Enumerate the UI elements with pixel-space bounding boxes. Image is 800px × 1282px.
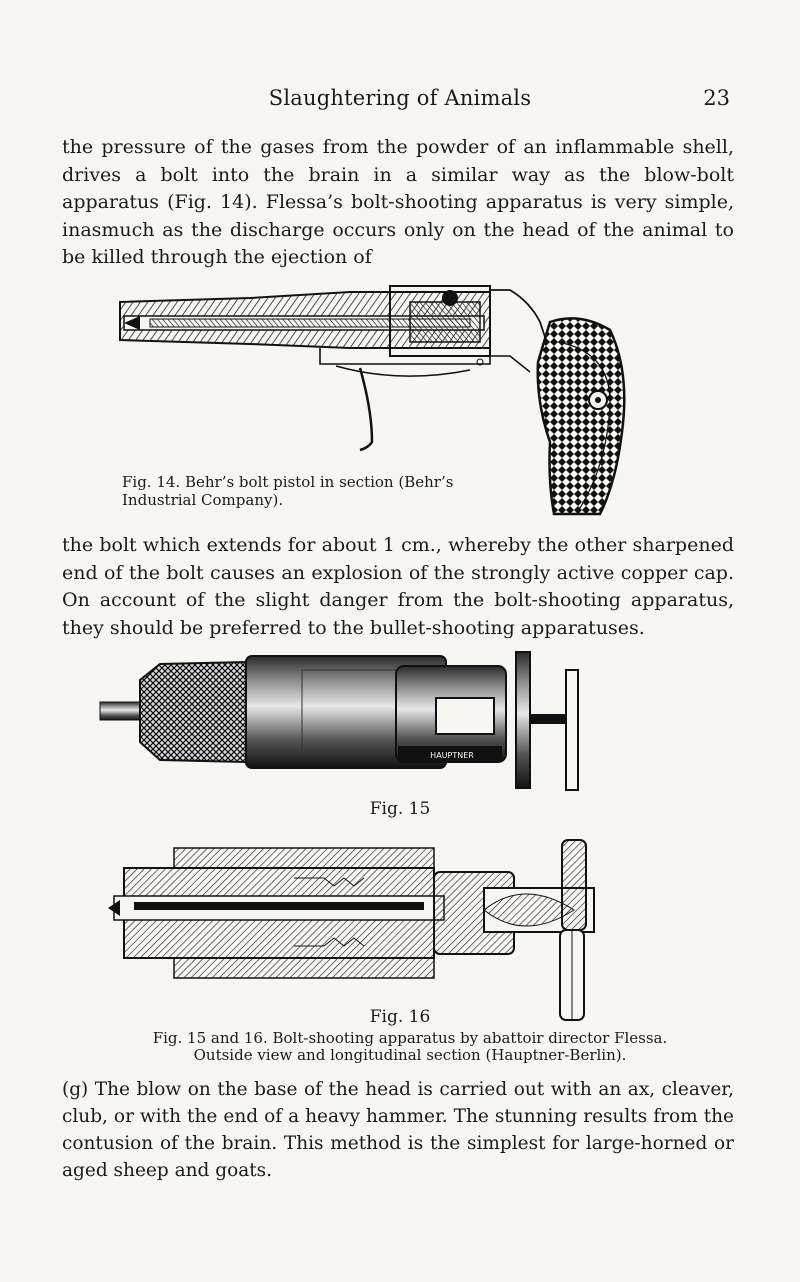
page-number: 23: [703, 86, 730, 110]
figure-15-label: Fig. 15: [369, 799, 431, 819]
figures-15-16-caption: [90, 1030, 730, 1064]
bolt-apparatus-outside-view: [96, 650, 600, 792]
figures-15-16-caption-line-1: Fig. 15 and 16. Bolt-shooting apparatus by abattoir director Flessa.: [152, 1029, 668, 1047]
figure-14-caption-line-2: Industrial Company).: [122, 491, 284, 509]
bolt-apparatus-section: [104, 838, 624, 1024]
paragraph-1: the pressure of the gases from the powder of an inflammable shell, drives a bolt into the brain in a similar way as the blow-bolt apparatus (Fig. 14). Flessa’s bolt-shooting apparatus is very simple, inasmuch as the discharge occurs only on the head of the animal to be killed through the ejection of: [62, 136, 734, 268]
paragraph-3: (g) The blow on the base of the head is carried out with an ax, cleaver, club, or with the end of a heavy hammer. The stunning results from the contusion of the brain. This method is the simplest for large-horned or aged sheep and goats.: [62, 1079, 734, 1181]
figure-14-caption-line-1: Fig. 14. Behr’s bolt pistol in section (Behr’s: [122, 473, 454, 491]
page-header: [0, 86, 800, 116]
figures-15-16-caption-line-2: Outside view and longitudinal section (Hauptner-Berlin).: [193, 1046, 627, 1064]
figure-16-label: Fig. 16: [369, 1007, 431, 1027]
engraving-label: HAUPTNER: [430, 751, 474, 760]
running-title: Slaughtering of Animals: [268, 86, 532, 110]
figure-14-caption: [122, 473, 542, 509]
paragraph-2: the bolt which extends for about 1 cm., whereby the other sharpened end of the bolt causes an explosion of the strongly active copper cap. On account of the slight danger from the bolt-shooting apparatus, they should be preferred to the bullet-shooting apparatuses.: [62, 534, 734, 639]
